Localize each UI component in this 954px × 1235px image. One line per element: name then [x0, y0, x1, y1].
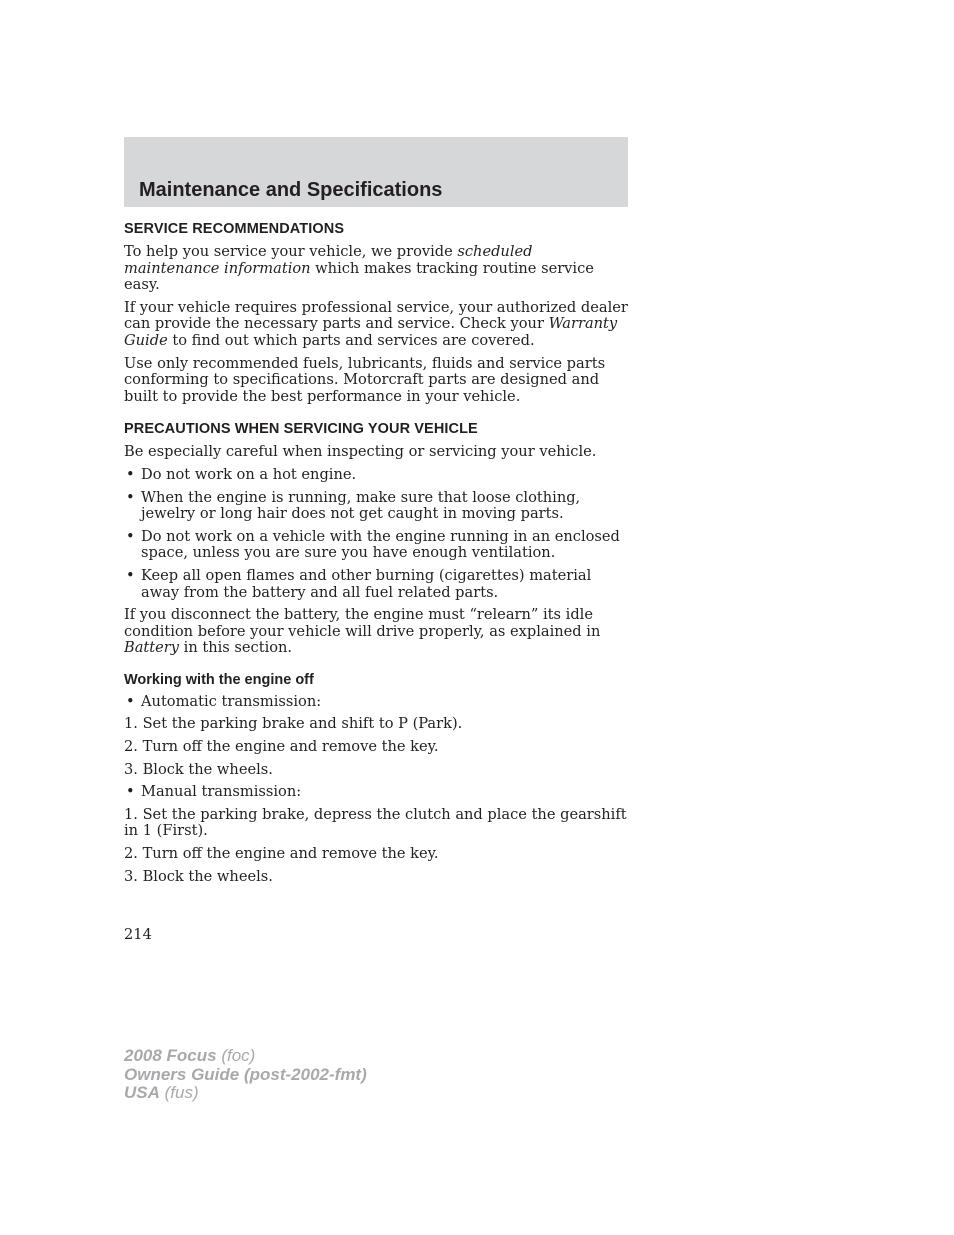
- page-content: [124, 221, 628, 891]
- list-item: • Keep all open flames and other burning (cigarettes) material away from the battery and all fuel related parts.: [124, 568, 628, 601]
- list-item: • Do not work on a hot engine.: [124, 467, 628, 484]
- section-title: Maintenance and Specifications: [139, 179, 443, 201]
- step-item: 1. Set the parking brake, depress the clutch and place the gearshift in 1 (First).: [124, 805, 627, 840]
- footer-line-guide: Owners Guide (post-2002-fmt): [124, 1064, 367, 1084]
- step-item: 1. Set the parking brake and shift to P (Park).: [124, 715, 463, 733]
- heading-engine-off: Working with the engine off: [124, 671, 314, 688]
- precautions-list: [124, 467, 628, 601]
- paragraph-service-3: Use only recommended fuels, lubricants, fluids and service parts conforming to specifications. Motorcraft parts are designed and built to provide the best performance in your vehicle.: [124, 354, 606, 405]
- heading-service-recommendations: SERVICE RECOMMENDATIONS: [124, 221, 345, 237]
- step-item: 2. Turn off the engine and remove the key.: [124, 845, 439, 863]
- step-item: 3. Block the wheels.: [124, 760, 273, 778]
- step-item: 3. Block the wheels.: [124, 867, 273, 885]
- section-header-band: [124, 137, 628, 207]
- heading-precautions: PRECAUTIONS WHEN SERVICING YOUR VEHICLE: [124, 421, 478, 438]
- list-item: • Automatic transmission:: [124, 694, 628, 711]
- list-item: • When the engine is running, make sure that loose clothing, jewelry or long hair does not get caught in moving parts.: [124, 490, 628, 523]
- page-number: 214: [124, 926, 152, 943]
- list-item: • Manual transmission:: [124, 784, 628, 801]
- document-footer: [124, 1047, 367, 1103]
- automatic-transmission-list: [124, 694, 628, 711]
- footer-line-market: USA (fus): [124, 1083, 199, 1102]
- paragraph-service-2: If your vehicle requires professional service, your authorized dealer can provide the necessary parts and service. Check your Warranty Guide to find out which parts and services are covered.: [124, 298, 628, 349]
- footer-line-model: 2008 Focus (foc): [124, 1046, 256, 1065]
- list-item: • Do not work on a vehicle with the engine running in an enclosed space, unless you are sure you have enough ventilation.: [124, 529, 628, 562]
- paragraph-service-1: To help you service your vehicle, we provide scheduled maintenance information which makes tracking routine service easy.: [124, 243, 594, 294]
- paragraph-precautions-intro: Be especially careful when inspecting or servicing your vehicle.: [124, 443, 597, 461]
- paragraph-battery-note: If you disconnect the battery, the engine must “relearn” its idle condition before your vehicle will drive properly, as explained in Battery in this section.: [124, 606, 601, 657]
- step-item: 2. Turn off the engine and remove the key.: [124, 738, 439, 756]
- manual-transmission-list: [124, 784, 628, 801]
